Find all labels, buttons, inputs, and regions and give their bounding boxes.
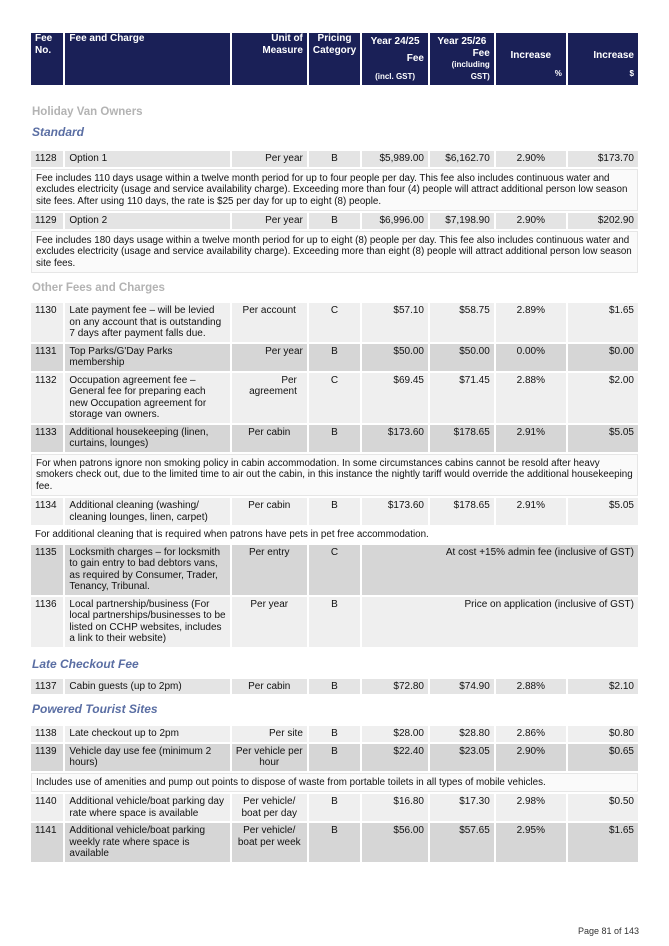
fee-2425: $50.00 [362, 344, 428, 371]
fee-name: Top Parks/G'Day Parks membership [65, 344, 229, 371]
fee-schedule [31, 31, 638, 864]
fee-2425: $22.40 [362, 744, 428, 771]
fee-note: For additional cleaning that is required when patrons have pets in pet free accommodation. [35, 529, 429, 540]
fee-note: Includes use of amenities and pump out points to dispose of waste from portable toilets in all types of mobile vehicles. [31, 773, 638, 793]
header-y2-line3: (including GST) [451, 60, 490, 81]
page-number: Page 81 of 143 [577, 926, 639, 936]
category: B [309, 344, 360, 371]
subsection-standard: Standard [32, 125, 85, 139]
increase-dollar: $2.00 [568, 373, 638, 423]
table-row [31, 213, 638, 229]
increase-dollar: $5.05 [568, 425, 638, 452]
unit: Per vehicle/ boat per week [232, 823, 307, 862]
fee-2425: $57.10 [362, 303, 428, 342]
header-inc-d: Increase [593, 50, 634, 61]
unit: Per vehicle/ boat per day [232, 794, 307, 821]
category: B [309, 679, 360, 695]
header-y2-line2: Fee [472, 47, 490, 59]
increase-pct: 0.00% [496, 344, 566, 371]
increase-dollar: $1.65 [568, 823, 638, 862]
fee-2526: $178.65 [430, 425, 494, 452]
unit: Per cabin [232, 498, 307, 525]
fee-name: Late checkout up to 2pm [65, 726, 229, 742]
increase-pct: 2.90% [496, 744, 566, 771]
fee-no: 1135 [31, 545, 63, 595]
unit: Per vehicle per hour [232, 744, 307, 771]
fee-name: Vehicle day use fee (minimum 2 hours) [65, 744, 229, 771]
fee-2526: $71.45 [430, 373, 494, 423]
fee-span-text: At cost +15% admin fee (inclusive of GST) [362, 545, 638, 595]
increase-pct: 2.89% [496, 303, 566, 342]
fee-no: 1133 [31, 425, 63, 452]
fee-name: Cabin guests (up to 2pm) [65, 679, 229, 695]
fee-name: Additional cleaning (washing/ cleaning lounges, linen, carpet) [65, 498, 229, 525]
fee-2526: $74.90 [430, 679, 494, 695]
fee-note: Fee includes 110 days usage within a twelve month period for up to four people per day. This fee also includes continuous water and excludes electricity (usage and service availability charge). Exceeding more than four (4) people will attract additional person low season site fees. After using 110 days, the rate is $25 per day for up to eight (8) people. [31, 169, 638, 212]
fee-no: 1136 [31, 597, 63, 647]
header-year-2425 [362, 33, 428, 85]
fee-2425: $173.60 [362, 498, 428, 525]
increase-dollar: $173.70 [568, 151, 638, 167]
category: C [309, 373, 360, 423]
fee-no: 1140 [31, 794, 63, 821]
fee-name: Late payment fee – will be levied on any account that is outstanding 7 days after payment falls due. [65, 303, 229, 342]
category: B [309, 794, 360, 821]
header-y1-line3: (incl. GST) [375, 71, 416, 81]
table-header [31, 33, 638, 85]
fee-name: Occupation agreement fee – General fee for preparing each new Occupation agreement for storage van owners. [65, 373, 229, 423]
fee-no: 1128 [31, 151, 63, 167]
section-holiday-van-owners: Holiday Van Owners [32, 106, 143, 118]
header-increase-dollar [568, 33, 638, 85]
increase-pct: 2.86% [496, 726, 566, 742]
category: B [309, 744, 360, 771]
fee-no: 1132 [31, 373, 63, 423]
category: B [309, 597, 360, 647]
fee-2425: $72.80 [362, 679, 428, 695]
table-row [31, 373, 638, 423]
header-fee-no: Fee No. [31, 33, 63, 85]
increase-dollar: $0.80 [568, 726, 638, 742]
header-year-2526 [430, 33, 494, 85]
unit: Per site [232, 726, 307, 742]
table-row [31, 794, 638, 821]
increase-dollar: $5.05 [568, 498, 638, 525]
category: C [309, 303, 360, 342]
header-y1-line2: Fee [406, 53, 424, 65]
increase-dollar: $1.65 [568, 303, 638, 342]
table-row [31, 726, 638, 742]
unit: Per cabin [232, 679, 307, 695]
increase-dollar: $202.90 [568, 213, 638, 229]
fee-2526: $50.00 [430, 344, 494, 371]
fee-2425: $5,989.00 [362, 151, 428, 167]
fee-no: 1130 [31, 303, 63, 342]
fee-no: 1137 [31, 679, 63, 695]
fee-2425: $173.60 [362, 425, 428, 452]
fee-no: 1139 [31, 744, 63, 771]
category: B [309, 425, 360, 452]
fee-span-text: Price on application (inclusive of GST) [362, 597, 638, 647]
fee-note: Fee includes 180 days usage within a twelve month period for up to eight (8) people per day. This fee also includes continuous water and excludes electricity (usage and service availability charge). Exceeding more than eight (8) people will attract additional person low season site fees. [31, 231, 638, 274]
fee-name: Additional vehicle/boat parking weekly rate where space is available [65, 823, 229, 862]
table-row [31, 597, 638, 647]
fee-2425: $69.45 [362, 373, 428, 423]
table-row [31, 679, 638, 695]
unit: Per account [232, 303, 307, 342]
fee-no: 1138 [31, 726, 63, 742]
increase-dollar: $2.10 [568, 679, 638, 695]
header-fee-and-charge: Fee and Charge [65, 33, 229, 85]
table-row [31, 744, 638, 771]
table-row [31, 303, 638, 342]
table-row [31, 344, 638, 371]
increase-dollar: $0.65 [568, 744, 638, 771]
fee-name: Additional housekeeping (linen, curtains, lounges) [65, 425, 229, 452]
fee-name: Locksmith charges – for locksmith to gain entry to bad debtors vans, as required by Consumer, Trader, Tenancy, Tribunal. [65, 545, 229, 595]
table-row [31, 823, 638, 862]
unit: Per agreement [232, 373, 307, 423]
fee-no: 1131 [31, 344, 63, 371]
increase-pct: 2.98% [496, 794, 566, 821]
header-pricing: Pricing Category [309, 33, 360, 85]
unit: Per entry [232, 545, 307, 595]
subsection-late-checkout: Late Checkout Fee [32, 656, 139, 671]
fee-2425: $16.80 [362, 794, 428, 821]
increase-pct: 2.90% [496, 151, 566, 167]
header-increase-pct [496, 33, 566, 85]
increase-dollar: $0.00 [568, 344, 638, 371]
unit: Per year [232, 597, 307, 647]
increase-pct: 2.90% [496, 213, 566, 229]
unit: Per year [232, 344, 307, 371]
table-row [31, 545, 638, 595]
fee-2526: $23.05 [430, 744, 494, 771]
fee-2526: $58.75 [430, 303, 494, 342]
unit: Per year [232, 151, 307, 167]
fee-2526: $28.80 [430, 726, 494, 742]
fee-2425: $6,996.00 [362, 213, 428, 229]
header-y1-line1: Year 24/25 [370, 36, 420, 47]
category: B [309, 726, 360, 742]
fee-name: Option 2 [65, 213, 229, 229]
header-inc-pct-sub: % [554, 68, 562, 78]
fee-2425: $56.00 [362, 823, 428, 862]
fee-name: Additional vehicle/boat parking day rate where space is available [65, 794, 229, 821]
fee-2526: $7,198.90 [430, 213, 494, 229]
category: C [309, 545, 360, 595]
unit: Per year [232, 213, 307, 229]
fees-table [29, 31, 640, 864]
fee-no: 1134 [31, 498, 63, 525]
increase-pct: 2.91% [496, 425, 566, 452]
increase-pct: 2.88% [496, 373, 566, 423]
table-row [31, 151, 638, 167]
fee-2526: $6,162.70 [430, 151, 494, 167]
section-other-fees: Other Fees and Charges [32, 282, 165, 294]
category: B [309, 498, 360, 525]
category: B [309, 213, 360, 229]
header-y2-line1: Year 25/26 [437, 36, 487, 47]
fee-2526: $178.65 [430, 498, 494, 525]
fee-2526: $17.30 [430, 794, 494, 821]
fee-note: For when patrons ignore non smoking policy in cabin accommodation. In some circumstances cabins cannot be resold after heavy smokers check out, due to the limited time to air out the cabin, in this instance the nightly tariff would override the additional housekeeping fee. [31, 454, 638, 497]
fee-2425: $28.00 [362, 726, 428, 742]
fee-name: Local partnership/business (For local partnerships/businesses to be listed on CCHP websites, includes a link to their website) [65, 597, 229, 647]
category: B [309, 823, 360, 862]
fee-2526: $57.65 [430, 823, 494, 862]
fee-name: Option 1 [65, 151, 229, 167]
increase-pct: 2.95% [496, 823, 566, 862]
subsection-powered-tourist-sites: Powered Tourist Sites [32, 702, 158, 716]
table-row [31, 425, 638, 452]
header-unit: Unit of Measure [232, 33, 307, 85]
increase-pct: 2.91% [496, 498, 566, 525]
fee-no: 1129 [31, 213, 63, 229]
header-inc-d-sub: $ [629, 68, 634, 78]
increase-dollar: $0.50 [568, 794, 638, 821]
fee-no: 1141 [31, 823, 63, 862]
table-row [31, 498, 638, 525]
category: B [309, 151, 360, 167]
increase-pct: 2.88% [496, 679, 566, 695]
unit: Per cabin [232, 425, 307, 452]
header-inc-pct: Increase [510, 50, 552, 61]
